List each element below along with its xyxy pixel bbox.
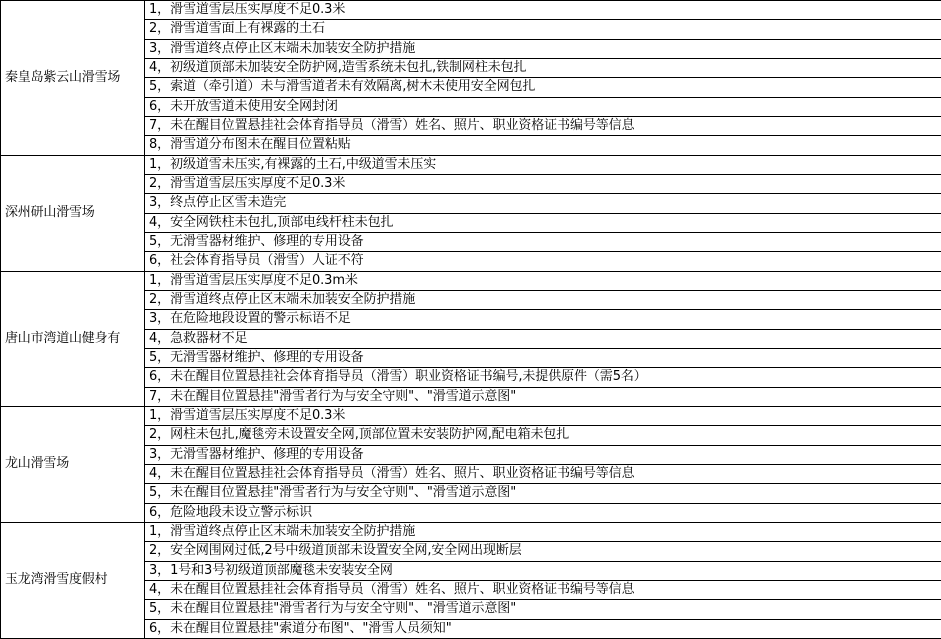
finding-item-cell: 4，未在醒目位置悬挂社会体育指导员（滑雪）姓名、照片、职业资格证书编号等信息 bbox=[145, 580, 941, 599]
finding-item-cell: 3，终点停止区雪未造完 bbox=[145, 194, 941, 213]
finding-item-cell: 3，无滑雪器材维护、修理的专用设备 bbox=[145, 445, 941, 464]
finding-item-cell: 1，滑雪道雪层压实厚度不足0.3米 bbox=[145, 406, 941, 425]
finding-item-cell: 1，滑雪道雪层压实厚度不足0.3m米 bbox=[145, 271, 941, 290]
finding-item-cell: 3，滑雪道终点停止区末端未加装安全防护措施 bbox=[145, 39, 941, 58]
venue-name-cell: 玉龙湾滑雪度假村 bbox=[1, 522, 145, 638]
venue-name-cell: 秦皇岛紫云山滑雪场 bbox=[1, 1, 145, 156]
finding-item-cell: 4，未在醒目位置悬挂社会体育指导员（滑雪）姓名、照片、职业资格证书编号等信息 bbox=[145, 464, 941, 483]
finding-item-cell: 5，无滑雪器材维护、修理的专用设备 bbox=[145, 232, 941, 251]
finding-item-cell: 5，未在醒目位置悬挂"滑雪者行为与安全守则"、"滑雪道示意图" bbox=[145, 600, 941, 619]
finding-item-cell: 3，1号和3号初级道顶部魔毯未安装安全网 bbox=[145, 561, 941, 580]
finding-item-cell: 7，未在醒目位置悬挂"滑雪者行为与安全守则"、"滑雪道示意图" bbox=[145, 387, 941, 406]
finding-item-cell: 2，网柱未包扎,魔毯旁未设置安全网,顶部位置未安装防护网,配电箱未包扎 bbox=[145, 426, 941, 445]
finding-item-cell: 1，滑雪道雪层压实厚度不足0.3米 bbox=[145, 1, 941, 20]
finding-item-cell: 5，未在醒目位置悬挂"滑雪者行为与安全守则"、"滑雪道示意图" bbox=[145, 484, 941, 503]
finding-item-cell: 6，未在醒目位置悬挂"索道分布图"、"滑雪人员须知" bbox=[145, 619, 941, 638]
finding-item-cell: 2，滑雪道雪层压实厚度不足0.3米 bbox=[145, 174, 941, 193]
finding-item-cell: 4，安全网铁柱未包扎,顶部电线杆柱未包扎 bbox=[145, 213, 941, 232]
venue-name-cell: 深州研山滑雪场 bbox=[1, 155, 145, 271]
finding-item-cell: 2，滑雪道终点停止区末端未加装安全防护措施 bbox=[145, 290, 941, 309]
finding-item-cell: 6，危险地段未设立警示标识 bbox=[145, 503, 941, 522]
venue-name-cell: 唐山市湾道山健身有 bbox=[1, 271, 145, 406]
finding-item-cell: 4，急救器材不足 bbox=[145, 329, 941, 348]
finding-item-cell: 5，无滑雪器材维护、修理的专用设备 bbox=[145, 348, 941, 367]
table-body bbox=[1, 1, 941, 639]
finding-item-cell: 8，滑雪道分布图未在醒目位置粘贴 bbox=[145, 136, 941, 155]
table-row bbox=[1, 155, 941, 174]
finding-item-cell: 3，在危险地段设置的警示标语不足 bbox=[145, 310, 941, 329]
finding-item-cell: 5，索道（牵引道）未与滑雪道者未有效隔离,树木未使用安全网包扎 bbox=[145, 78, 941, 97]
finding-item-cell: 2，安全网围网过低,2号中级道顶部未设置安全网,安全网出现断层 bbox=[145, 542, 941, 561]
finding-item-cell: 6，未开放雪道未使用安全网封闭 bbox=[145, 97, 941, 116]
table-row bbox=[1, 522, 941, 541]
table-row bbox=[1, 271, 941, 290]
table-row bbox=[1, 406, 941, 425]
finding-item-cell: 6，未在醒目位置悬挂社会体育指导员（滑雪）职业资格证书编号,未提供原件（需5名） bbox=[145, 368, 941, 387]
table-row bbox=[1, 1, 941, 20]
finding-item-cell: 1，滑雪道终点停止区末端未加装安全防护措施 bbox=[145, 522, 941, 541]
finding-item-cell: 2，滑雪道雪面上有裸露的土石 bbox=[145, 20, 941, 39]
finding-item-cell: 1，初级道雪未压实,有裸露的土石,中级道雪未压实 bbox=[145, 155, 941, 174]
finding-item-cell: 4，初级道顶部未加装安全防护网,造雪系统未包扎,铁制网柱未包扎 bbox=[145, 58, 941, 77]
finding-item-cell: 6，社会体育指导员（滑雪）人证不符 bbox=[145, 252, 941, 271]
finding-item-cell: 7，未在醒目位置悬挂社会体育指导员（滑雪）姓名、照片、职业资格证书编号等信息 bbox=[145, 116, 941, 135]
venue-name-cell: 龙山滑雪场 bbox=[1, 406, 145, 522]
